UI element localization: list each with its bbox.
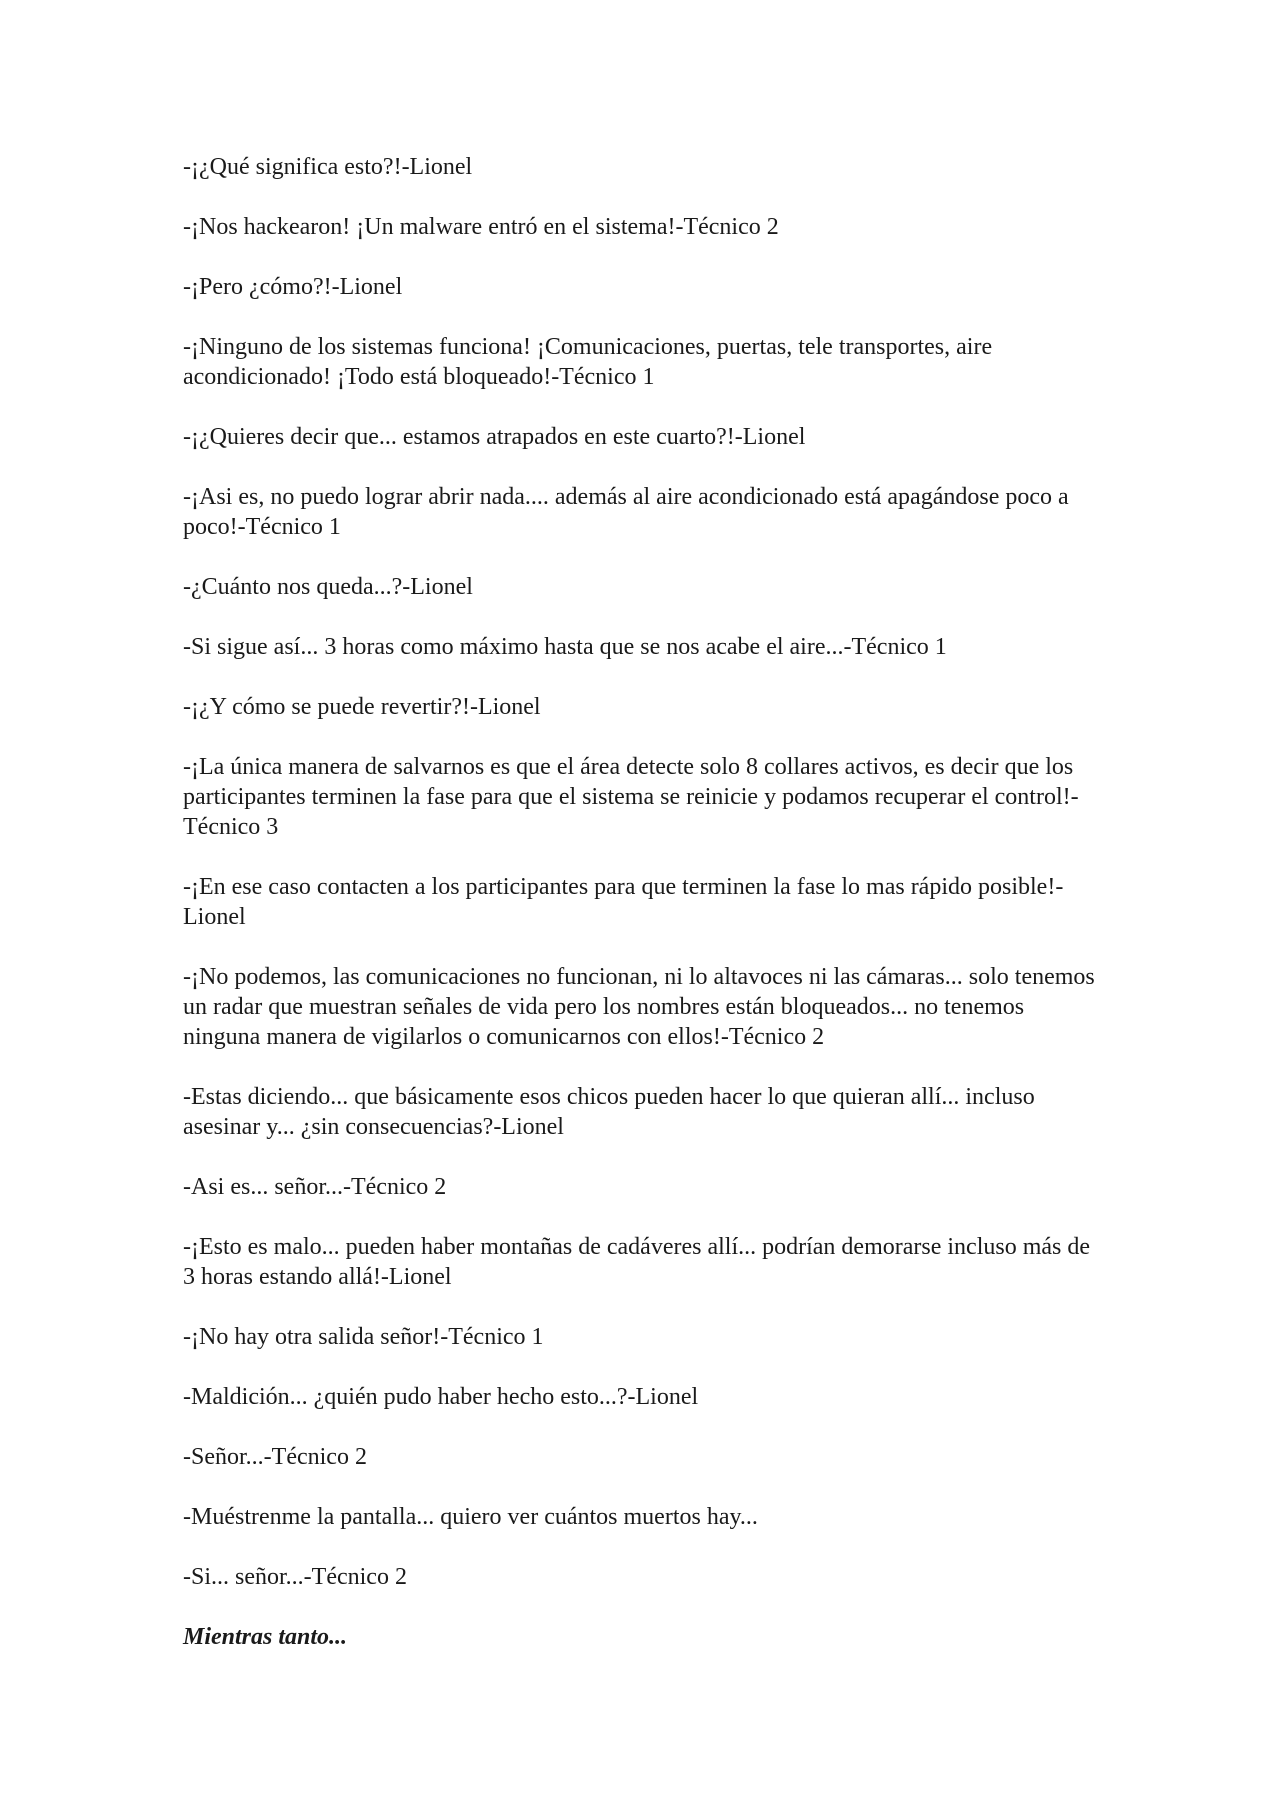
dialogue-line: -¡En ese caso contacten a los participantes para que terminen la fase lo mas rápido posible!-Lionel: [183, 874, 1064, 930]
dialogue-line: -Si sigue así... 3 horas como máximo hasta que se nos acabe el aire...-Técnico 1: [183, 634, 947, 660]
dialogue-line: -¡¿Y cómo se puede revertir?!-Lionel: [183, 694, 541, 720]
dialogue-line: -¡No podemos, las comunicaciones no funcionan, ni lo altavoces ni las cámaras... solo tenemos un radar que muestran señales de vida pero los nombres están bloqueados... no tenemos ninguna manera de vigilarlos o comunicarnos con ellos!-Técnico 2: [183, 964, 1095, 1050]
dialogue-line: -¿Cuánto nos queda...?-Lionel: [183, 574, 473, 600]
document-page: [183, 152, 1103, 1682]
dialogue-line: -¡No hay otra salida señor!-Técnico 1: [183, 1324, 544, 1350]
dialogue-line: -¡La única manera de salvarnos es que el área detecte solo 8 collares activos, es decir que los participantes terminen la fase para que el sistema se reinicie y podamos recuperar el control!-Técnico 3: [183, 754, 1079, 840]
dialogue-line: -¡Esto es malo... pueden haber montañas de cadáveres allí... podrían demorarse incluso más de 3 horas estando allá!-Lionel: [183, 1234, 1091, 1290]
dialogue-line: -Si... señor...-Técnico 2: [183, 1564, 407, 1590]
dialogue-line: -¡Asi es, no puedo lograr abrir nada.... además al aire acondicionado está apagándose poco a poco!-Técnico 1: [183, 484, 1069, 540]
dialogue-line: -¡¿Qué significa esto?!-Lionel: [183, 154, 473, 180]
dialogue-line: -¡Pero ¿cómo?!-Lionel: [183, 274, 403, 300]
dialogue-line: -Maldición... ¿quién pudo haber hecho esto...?-Lionel: [183, 1384, 699, 1410]
dialogue-line: -Muéstrenme la pantalla... quiero ver cuántos muertos hay...: [183, 1504, 758, 1530]
dialogue-line: -Estas diciendo... que básicamente esos chicos pueden hacer lo que quieran allí... incluso asesinar y... ¿sin consecuencias?-Lionel: [183, 1084, 1035, 1140]
dialogue-line: -¡Ninguno de los sistemas funciona! ¡Comunicaciones, puertas, tele transportes, aire acondicionado! ¡Todo está bloqueado!-Técnico 1: [183, 334, 993, 390]
dialogue-line: -Asi es... señor...-Técnico 2: [183, 1174, 447, 1200]
scene-transition: Mientras tanto...: [183, 1624, 348, 1650]
dialogue-line: -¡Nos hackearon! ¡Un malware entró en el sistema!-Técnico 2: [183, 214, 779, 240]
dialogue-line: -Señor...-Técnico 2: [183, 1444, 367, 1470]
dialogue-line: -¡¿Quieres decir que... estamos atrapados en este cuarto?!-Lionel: [183, 424, 806, 450]
